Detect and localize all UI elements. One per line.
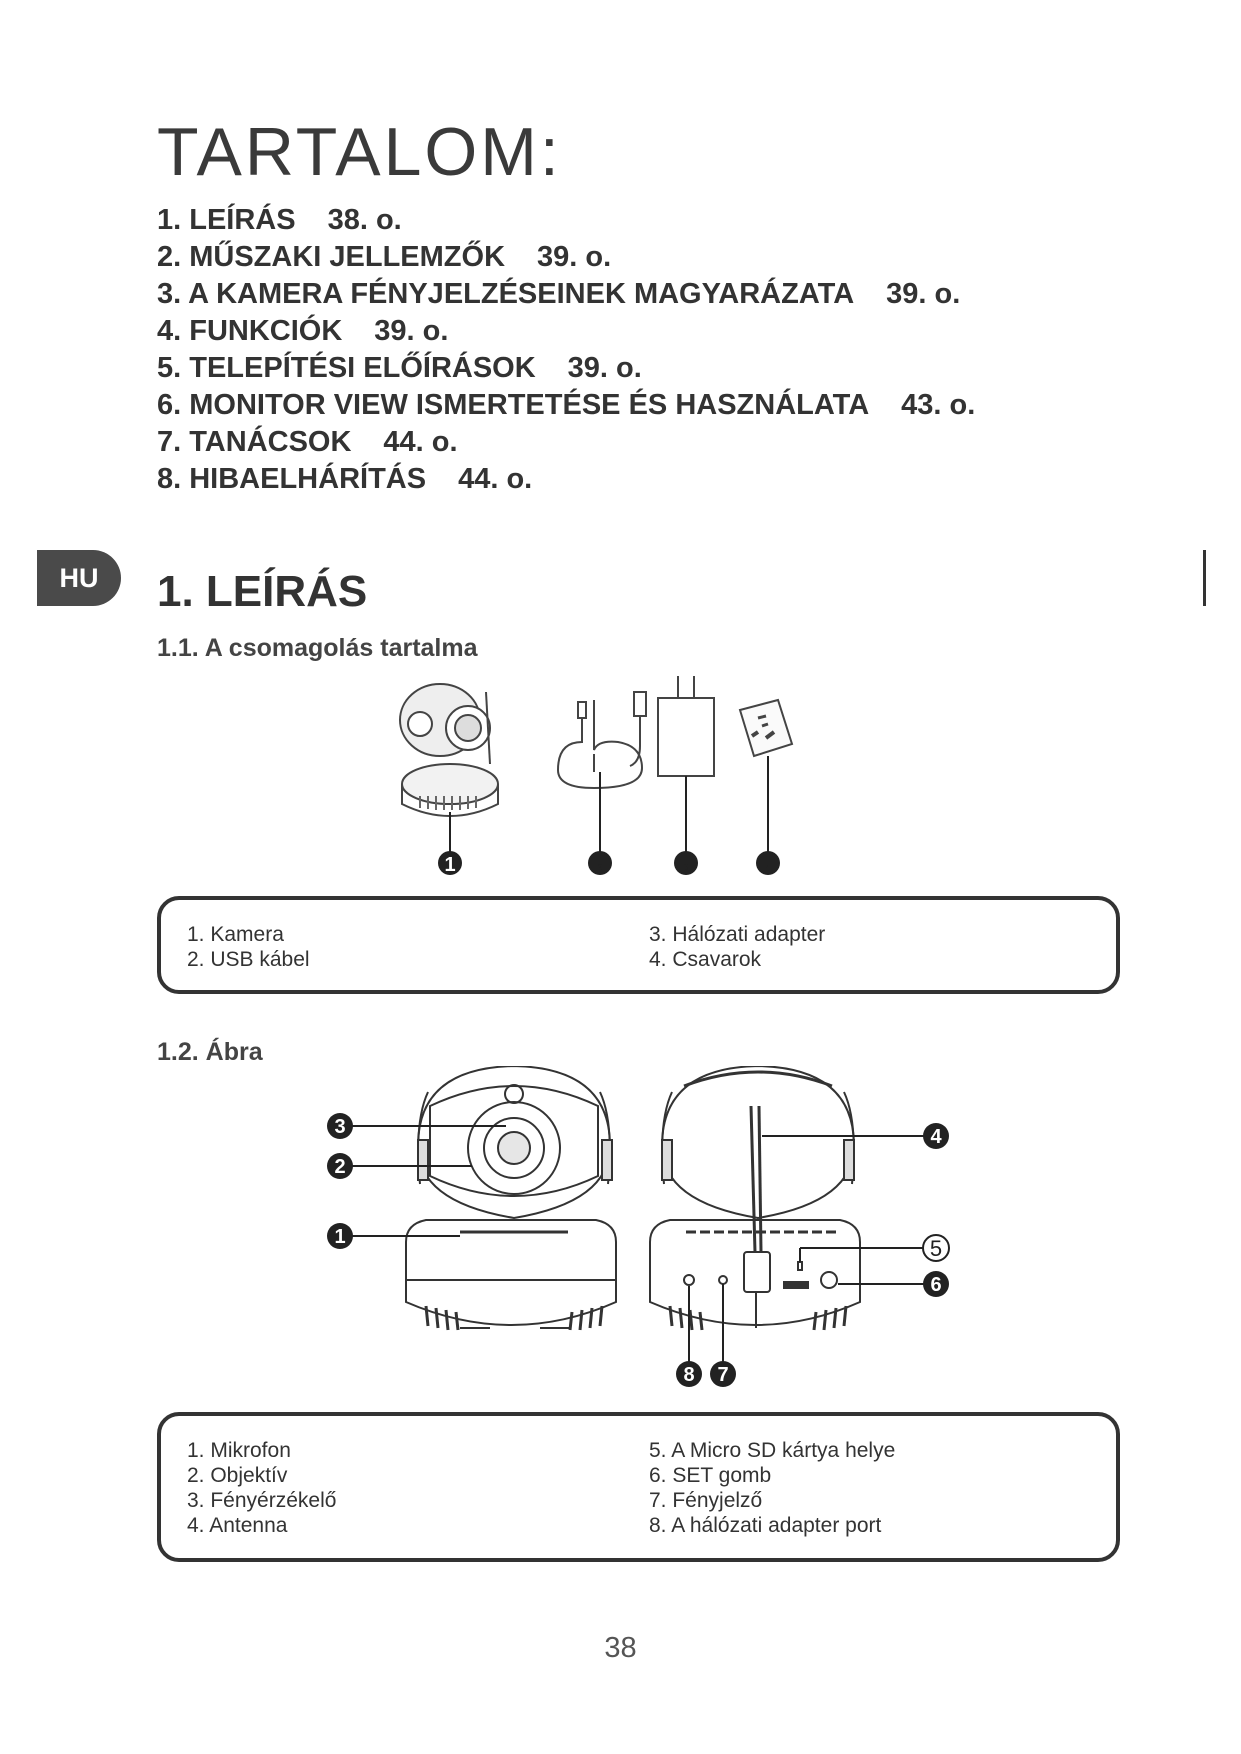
callout-leaders [450, 756, 768, 858]
list-item: 5. A Micro SD kártya helye [649, 1439, 896, 1462]
list-item: 2. USB kábel [187, 948, 310, 971]
callout-label: 3 [334, 1116, 346, 1138]
camera-front-view [406, 1066, 616, 1330]
subsection-package-title: 1.1. A csomagolás tartalma [157, 634, 478, 662]
language-tab: HU [37, 550, 121, 606]
table-of-contents [157, 202, 975, 498]
list-item: 1. Kamera [187, 923, 284, 946]
package-list-right [649, 922, 825, 972]
callout-label: 4 [930, 1126, 942, 1148]
list-item: 1. Mikrofon [187, 1439, 291, 1462]
usb-cable-icon [558, 692, 646, 788]
camera-icon [400, 684, 498, 816]
callout-label: 8 [683, 1364, 695, 1386]
toc-entry[interactable]: 6. MONITOR VIEW ISMERTETÉSE ÉS HASZNÁLATA 43. o. [157, 389, 976, 421]
list-item: 3. Fényérzékelő [187, 1489, 337, 1512]
list-item: 2. Objektív [187, 1464, 288, 1487]
callout-label: 4 [765, 863, 771, 872]
subsection-diagram-title: 1.2. Ábra [157, 1038, 263, 1066]
package-contents-illustration [380, 672, 900, 882]
list-item: 8. A hálózati adapter port [649, 1514, 882, 1537]
camera-back-view [650, 1066, 860, 1330]
toc-entry[interactable]: 5. TELEPÍTÉSI ELŐÍRÁSOK 39. o. [157, 352, 642, 384]
callout-label: 2 [334, 1156, 346, 1178]
power-adapter-icon [658, 676, 714, 776]
callout-label: 7 [717, 1364, 729, 1386]
parts-list-right [649, 1438, 895, 1538]
screws-icon [740, 700, 792, 756]
page-number: 38 [604, 1632, 637, 1664]
callout-label: 1 [334, 1226, 346, 1248]
package-contents-box [157, 896, 1120, 994]
parts-list-left [187, 1438, 336, 1538]
callout-label: 6 [930, 1274, 942, 1296]
callout-label: 3 [683, 863, 689, 872]
parts-list-box [157, 1412, 1120, 1562]
page-edge-marker [1203, 550, 1206, 606]
callout-markers [438, 851, 780, 876]
toc-entry[interactable]: 2. MŰSZAKI JELLEMZŐK 39. o. [157, 241, 612, 273]
section-title: 1. LEÍRÁS [157, 567, 368, 616]
package-list-left [187, 922, 310, 972]
toc-entry[interactable]: 4. FUNKCIÓK 39. o. [157, 315, 449, 347]
callout-label: 2 [597, 863, 603, 872]
callout-label: 5 [929, 1236, 943, 1261]
toc-entry[interactable]: 1. LEÍRÁS 38. o. [157, 204, 402, 236]
callout-label: 1 [444, 854, 456, 876]
list-item: 4. Csavarok [649, 948, 762, 971]
toc-entry[interactable]: 8. HIBAELHÁRÍTÁS 44. o. [157, 463, 533, 495]
list-item: 3. Hálózati adapter [649, 923, 826, 946]
list-item: 7. Fényjelző [649, 1489, 763, 1512]
list-item: 6. SET gomb [649, 1464, 772, 1487]
toc-entry[interactable]: 7. TANÁCSOK 44. o. [157, 426, 458, 458]
toc-entry[interactable]: 3. A KAMERA FÉNYJELZÉSEINEK MAGYARÁZATA 39. o. [157, 278, 961, 310]
list-item: 4. Antenna [187, 1514, 288, 1537]
camera-parts-diagram [310, 1066, 970, 1404]
page-title: TARTALOM: [157, 114, 562, 190]
